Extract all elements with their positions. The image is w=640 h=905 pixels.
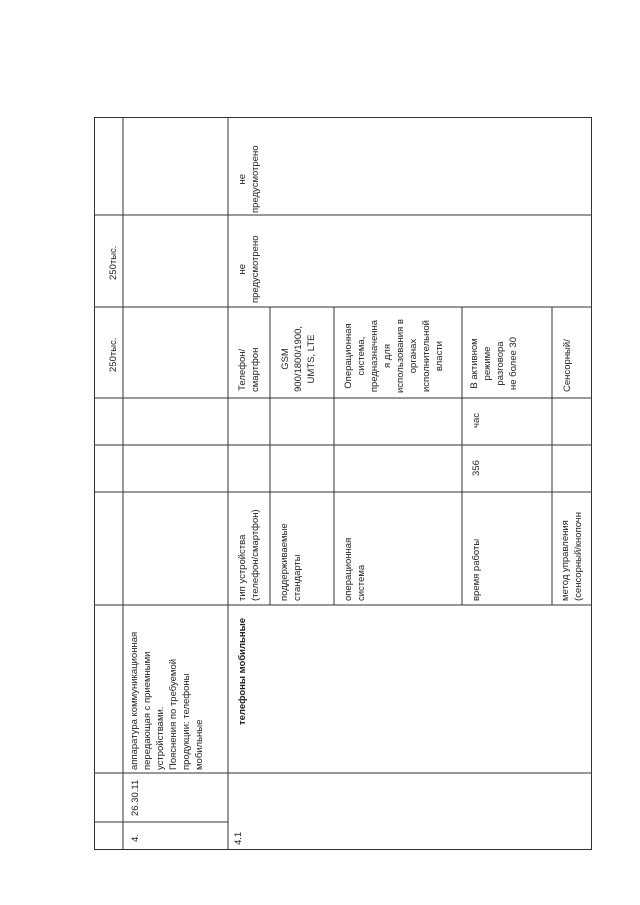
char-name-line: (сенсорный/кнопочн [573,512,584,601]
row-4-1-name: телефоны мобильные [237,617,248,725]
row-4-name-line: аппаратура коммуникационная [129,631,140,770]
char-operating-time-code: 356 [471,460,482,476]
char-value-line: я для [382,344,393,369]
row-4-name-line: Пояснения по требуемой [168,658,179,770]
row-4-1-number: 4.1 [233,831,244,845]
char-value-line: Операционная [343,323,354,389]
char-value-line: система, [356,336,367,376]
row-4-name-line: устройствами. [155,706,166,770]
char-name-line: система [356,564,367,601]
char-value-line: 900/1800/1900, [293,325,304,392]
row-4-price-1: 250тыс. [108,337,119,372]
char-standards-value [279,326,318,392]
row-4-1-value-2 [236,236,262,304]
row-4-code: 26.30.11 [130,779,141,816]
char-os-value [342,319,446,393]
row-4-name-line: мобильные [194,719,205,770]
char-value-line: органах [408,338,419,374]
value-line: предусмотрено [250,235,261,303]
char-standards-name [278,523,304,601]
value-line: не [237,173,248,185]
row-4-name [128,632,206,770]
char-value-line: предназначенна [369,319,380,393]
row-4-number: 4. [130,834,141,842]
char-device-type-name [236,509,262,601]
char-name-line: метод управления [560,520,571,601]
char-value-line: власти [434,341,445,372]
char-value-line: исполнительной [421,320,432,392]
char-device-type-value [236,348,262,392]
char-value-line: В активном [469,338,480,389]
value-line: не [237,263,248,275]
char-value-line: смартфон [250,347,261,392]
char-value-line: режиме [482,346,493,381]
row-4-name-line: передающая с приемными [142,651,153,770]
char-name-line: (телефон/смартфон) [250,509,261,601]
char-control-method-name [559,512,585,601]
row-4-price-2: 250тыс. [108,245,119,280]
char-value-line: разговора [495,341,506,386]
char-value-line: UMTS, LTE [306,334,317,384]
char-operating-time-value [468,337,520,390]
row-4-1-value-3 [236,146,262,214]
char-value-line: Телефон/ [237,348,248,391]
char-value-line: не более 30 [508,336,519,390]
char-name-line: время работы [471,538,482,601]
value-line: предусмотрено [250,145,261,213]
char-operating-time-name [470,539,483,601]
char-name-line: поддерживаемые [279,523,290,601]
char-value-line: GSM [280,348,291,370]
char-operating-time-unit: час [471,413,482,428]
row-4-name-line: продукции: телефоны [181,673,192,770]
char-name-line: операционная [343,537,354,601]
char-name-line: стандарты [292,554,303,601]
char-value-line: использования в [395,319,406,393]
char-control-method-value [561,339,574,392]
char-os-name [342,538,368,601]
char-value-line: Сенсорный/ [562,339,573,392]
char-name-line: тип устройства [237,534,248,601]
